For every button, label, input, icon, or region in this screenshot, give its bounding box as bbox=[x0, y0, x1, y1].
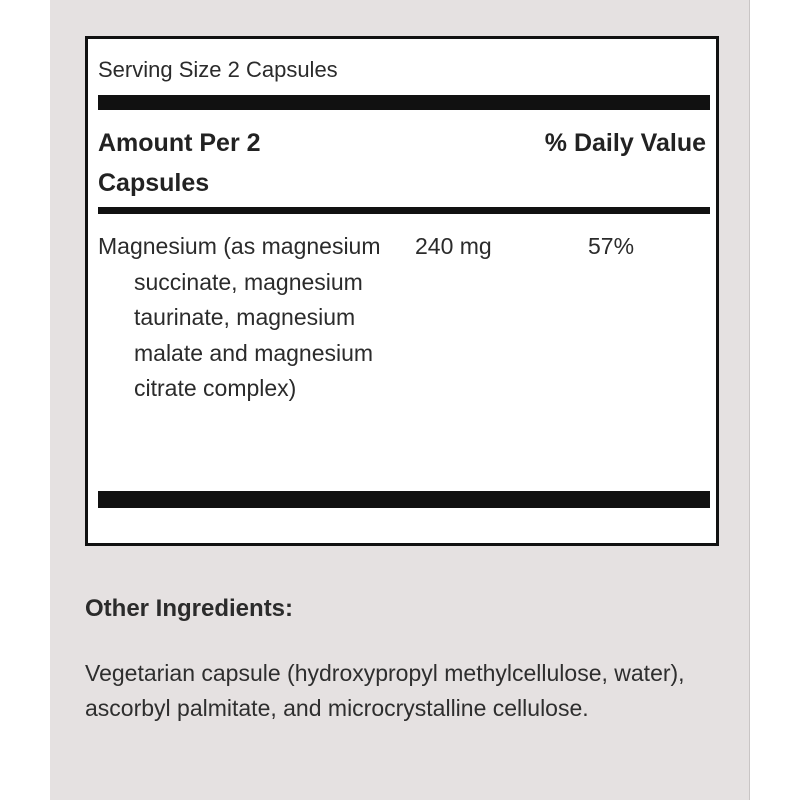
nutrient-daily-value: 57% bbox=[588, 233, 635, 259]
supplement-facts-box bbox=[85, 36, 719, 546]
other-ingredients-text: Vegetarian capsule (hydroxypropyl methylcellulose, water), ascorbyl palmitate, and microcrystalline cellulose. bbox=[85, 660, 685, 721]
amount-per-serving-header: Amount Per 2 Capsules bbox=[98, 129, 261, 197]
nutrient-name: Magnesium (as magnesium succinate, magnesium taurinate, magnesium malate and magnesium citrate complex) bbox=[98, 233, 381, 401]
other-ingredients-heading: Other Ingredients: bbox=[85, 595, 294, 622]
nutrient-amount: 240 mg bbox=[415, 233, 492, 259]
thin-divider bbox=[98, 207, 710, 214]
daily-value-header: % Daily Value bbox=[544, 129, 706, 157]
thick-divider-bottom bbox=[98, 491, 710, 508]
serving-size: Serving Size 2 Capsules bbox=[98, 57, 338, 82]
thick-divider-top bbox=[98, 95, 710, 110]
